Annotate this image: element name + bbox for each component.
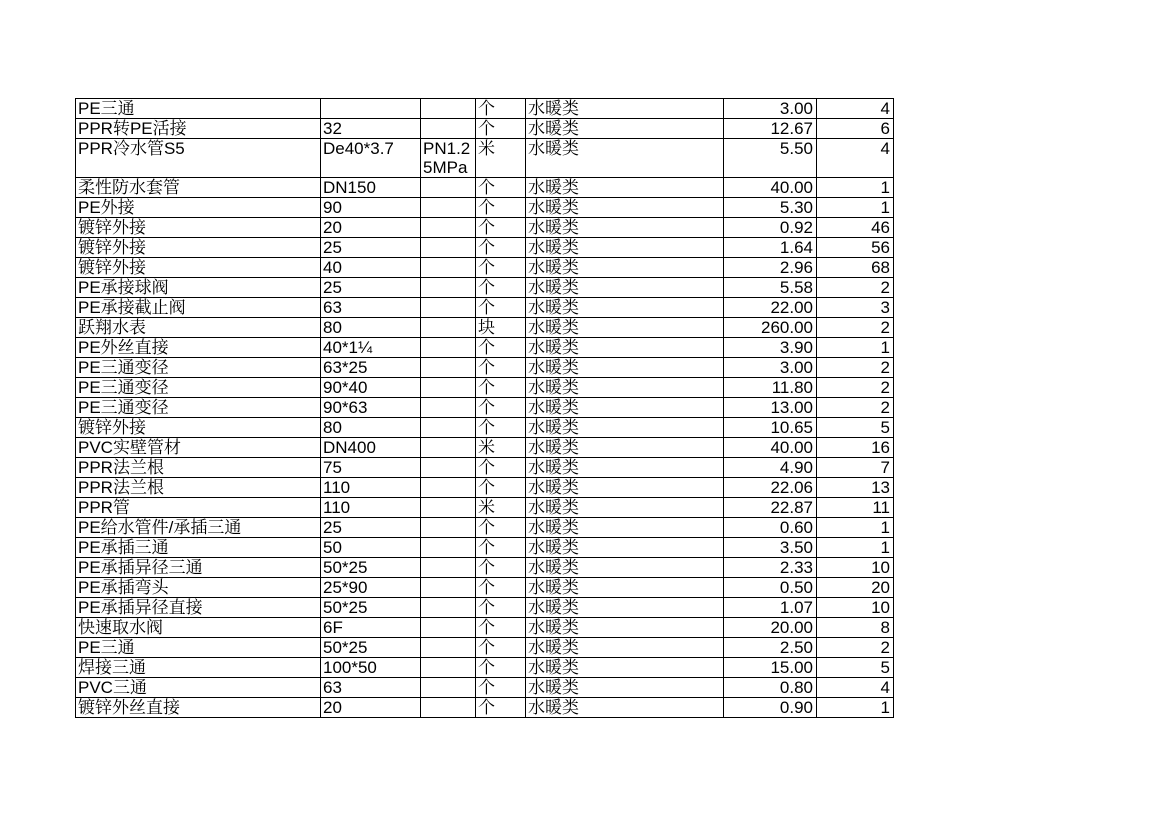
cell-quantity: 2 [817,638,894,658]
cell-item-name: 焊接三通 [76,658,321,678]
table-row [76,198,894,218]
table-row [76,458,894,478]
cell-item-name: PE承接球阀 [76,278,321,298]
cell-spec: DN400 [321,438,421,458]
cell-spec: 50*25 [321,558,421,578]
cell-pressure [421,278,476,298]
cell-pressure [421,438,476,458]
cell-unit: 个 [476,558,526,578]
cell-unit-price: 22.06 [724,478,817,498]
cell-pressure [421,538,476,558]
cell-quantity: 2 [817,358,894,378]
cell-item-name: PE外丝直接 [76,338,321,358]
cell-category: 水暖类 [526,258,724,278]
cell-category: 水暖类 [526,139,724,178]
cell-category: 水暖类 [526,598,724,618]
cell-unit-price: 3.00 [724,99,817,119]
cell-spec: 63 [321,298,421,318]
cell-unit-price: 0.90 [724,698,817,718]
cell-item-name: PE承插弯头 [76,578,321,598]
cell-spec: 20 [321,698,421,718]
cell-unit: 个 [476,458,526,478]
cell-unit-price: 11.80 [724,378,817,398]
cell-quantity: 4 [817,139,894,178]
cell-spec: 20 [321,218,421,238]
cell-spec: 63*25 [321,358,421,378]
cell-item-name: PE承插三通 [76,538,321,558]
cell-spec: 110 [321,498,421,518]
cell-quantity: 8 [817,618,894,638]
cell-spec: 90*40 [321,378,421,398]
cell-item-name: PE承接截止阀 [76,298,321,318]
cell-spec: 100*50 [321,658,421,678]
cell-quantity: 1 [817,538,894,558]
cell-spec: 50 [321,538,421,558]
cell-item-name: PE三通 [76,638,321,658]
cell-unit: 米 [476,438,526,458]
cell-category: 水暖类 [526,618,724,638]
cell-quantity: 4 [817,678,894,698]
cell-item-name: PPR冷水管S5 [76,139,321,178]
cell-unit: 个 [476,478,526,498]
table-row [76,378,894,398]
cell-unit-price: 0.80 [724,678,817,698]
cell-unit-price: 3.90 [724,338,817,358]
cell-item-name: PVC三通 [76,678,321,698]
cell-quantity: 2 [817,278,894,298]
cell-category: 水暖类 [526,398,724,418]
cell-unit-price: 13.00 [724,398,817,418]
cell-unit-price: 1.64 [724,238,817,258]
cell-pressure [421,638,476,658]
table-row [76,139,894,178]
cell-quantity: 1 [817,698,894,718]
cell-spec: 40 [321,258,421,278]
cell-unit-price: 2.33 [724,558,817,578]
cell-quantity: 6 [817,119,894,139]
cell-unit-price: 22.00 [724,298,817,318]
cell-spec: 25 [321,238,421,258]
table-row [76,238,894,258]
cell-spec: 6F [321,618,421,638]
cell-pressure: PN1.25MPa [421,139,476,178]
table-row [76,298,894,318]
cell-pressure [421,658,476,678]
cell-unit: 个 [476,99,526,119]
cell-unit-price: 3.00 [724,358,817,378]
cell-category: 水暖类 [526,698,724,718]
table-row [76,678,894,698]
cell-category: 水暖类 [526,418,724,438]
cell-unit: 个 [476,198,526,218]
cell-spec: De40*3.7 [321,139,421,178]
table-row [76,638,894,658]
cell-unit: 个 [476,258,526,278]
cell-quantity: 2 [817,378,894,398]
cell-spec: 80 [321,318,421,338]
cell-category: 水暖类 [526,438,724,458]
cell-item-name: 镀锌外丝直接 [76,698,321,718]
table-row [76,99,894,119]
cell-unit: 个 [476,218,526,238]
cell-quantity: 3 [817,298,894,318]
cell-pressure [421,598,476,618]
cell-quantity: 11 [817,498,894,518]
cell-category: 水暖类 [526,498,724,518]
cell-category: 水暖类 [526,338,724,358]
cell-item-name: PVC实壁管材 [76,438,321,458]
cell-unit-price: 4.90 [724,458,817,478]
cell-item-name: PE三通 [76,99,321,119]
table-row [76,119,894,139]
table-row [76,658,894,678]
cell-pressure [421,698,476,718]
cell-spec [321,99,421,119]
cell-spec: 25 [321,518,421,538]
cell-item-name: 跃翔水表 [76,318,321,338]
cell-category: 水暖类 [526,298,724,318]
cell-unit-price: 40.00 [724,438,817,458]
cell-pressure [421,338,476,358]
cell-category: 水暖类 [526,578,724,598]
cell-spec: 110 [321,478,421,498]
cell-pressure [421,578,476,598]
cell-quantity: 20 [817,578,894,598]
cell-unit: 块 [476,318,526,338]
cell-quantity: 1 [817,198,894,218]
cell-unit-price: 2.50 [724,638,817,658]
cell-unit-price: 0.92 [724,218,817,238]
table-row [76,318,894,338]
cell-pressure [421,518,476,538]
cell-pressure [421,178,476,198]
cell-pressure [421,358,476,378]
cell-item-name: 镀锌外接 [76,258,321,278]
cell-category: 水暖类 [526,538,724,558]
cell-spec: 32 [321,119,421,139]
cell-unit: 个 [476,518,526,538]
cell-item-name: PE三通变径 [76,378,321,398]
cell-category: 水暖类 [526,278,724,298]
cell-category: 水暖类 [526,178,724,198]
table-row [76,438,894,458]
cell-quantity: 1 [817,518,894,538]
cell-pressure [421,198,476,218]
cell-unit: 个 [476,678,526,698]
cell-item-name: PE外接 [76,198,321,218]
cell-category: 水暖类 [526,558,724,578]
cell-category: 水暖类 [526,198,724,218]
cell-unit-price: 0.50 [724,578,817,598]
cell-unit: 个 [476,358,526,378]
table-row [76,698,894,718]
cell-category: 水暖类 [526,478,724,498]
cell-quantity: 1 [817,338,894,358]
cell-unit: 个 [476,278,526,298]
cell-quantity: 1 [817,178,894,198]
cell-quantity: 13 [817,478,894,498]
cell-unit-price: 12.67 [724,119,817,139]
cell-unit: 个 [476,578,526,598]
cell-unit-price: 2.96 [724,258,817,278]
table-row [76,418,894,438]
materials-price-table [75,98,894,718]
cell-pressure [421,99,476,119]
cell-pressure [421,238,476,258]
cell-unit-price: 260.00 [724,318,817,338]
table-row [76,398,894,418]
cell-spec: 75 [321,458,421,478]
table-row [76,358,894,378]
cell-unit: 个 [476,178,526,198]
cell-unit: 个 [476,119,526,139]
cell-quantity: 56 [817,238,894,258]
cell-pressure [421,558,476,578]
cell-spec: 63 [321,678,421,698]
cell-pressure [421,458,476,478]
table-row [76,178,894,198]
cell-unit: 个 [476,538,526,558]
cell-item-name: PPR法兰根 [76,458,321,478]
table-row [76,518,894,538]
cell-pressure [421,119,476,139]
cell-unit-price: 10.65 [724,418,817,438]
cell-quantity: 10 [817,598,894,618]
table-row [76,478,894,498]
cell-pressure [421,478,476,498]
cell-category: 水暖类 [526,678,724,698]
cell-unit-price: 5.50 [724,139,817,178]
cell-unit-price: 3.50 [724,538,817,558]
cell-item-name: PE承插异径三通 [76,558,321,578]
cell-unit: 个 [476,298,526,318]
cell-quantity: 2 [817,318,894,338]
cell-category: 水暖类 [526,358,724,378]
cell-item-name: PE三通变径 [76,358,321,378]
table-row [76,538,894,558]
cell-quantity: 10 [817,558,894,578]
cell-category: 水暖类 [526,518,724,538]
cell-category: 水暖类 [526,119,724,139]
cell-category: 水暖类 [526,378,724,398]
cell-unit-price: 1.07 [724,598,817,618]
cell-pressure [421,418,476,438]
cell-unit: 个 [476,238,526,258]
cell-unit-price: 0.60 [724,518,817,538]
cell-category: 水暖类 [526,658,724,678]
cell-spec: 40*1¼ [321,338,421,358]
cell-pressure [421,678,476,698]
cell-pressure [421,618,476,638]
cell-pressure [421,258,476,278]
table-row [76,218,894,238]
table-row [76,598,894,618]
cell-quantity: 16 [817,438,894,458]
cell-unit-price: 5.58 [724,278,817,298]
cell-unit: 个 [476,378,526,398]
cell-quantity: 5 [817,658,894,678]
cell-spec: 25*90 [321,578,421,598]
cell-spec: 90*63 [321,398,421,418]
cell-quantity: 68 [817,258,894,278]
table-row [76,578,894,598]
cell-unit: 个 [476,698,526,718]
cell-item-name: 柔性防水套管 [76,178,321,198]
cell-quantity: 5 [817,418,894,438]
cell-item-name: PE承插异径直接 [76,598,321,618]
cell-item-name: PE三通变径 [76,398,321,418]
cell-item-name: PE给水管件/承插三通 [76,518,321,538]
cell-unit: 个 [476,638,526,658]
table-row [76,558,894,578]
cell-spec: 80 [321,418,421,438]
cell-item-name: 快速取水阀 [76,618,321,638]
cell-unit: 个 [476,658,526,678]
cell-quantity: 4 [817,99,894,119]
cell-category: 水暖类 [526,318,724,338]
cell-category: 水暖类 [526,238,724,258]
cell-category: 水暖类 [526,99,724,119]
cell-spec: 50*25 [321,598,421,618]
cell-unit: 个 [476,338,526,358]
cell-item-name: PPR转PE活接 [76,119,321,139]
cell-item-name: 镀锌外接 [76,238,321,258]
cell-pressure [421,298,476,318]
cell-item-name: PPR管 [76,498,321,518]
cell-quantity: 7 [817,458,894,478]
cell-unit-price: 15.00 [724,658,817,678]
table-row [76,258,894,278]
cell-category: 水暖类 [526,458,724,478]
table-body [76,99,894,718]
cell-item-name: 镀锌外接 [76,418,321,438]
cell-category: 水暖类 [526,638,724,658]
cell-unit: 个 [476,398,526,418]
cell-unit-price: 22.87 [724,498,817,518]
cell-category: 水暖类 [526,218,724,238]
table-row [76,278,894,298]
cell-unit-price: 5.30 [724,198,817,218]
cell-spec: 50*25 [321,638,421,658]
cell-unit-price: 40.00 [724,178,817,198]
cell-unit: 个 [476,618,526,638]
cell-unit: 个 [476,598,526,618]
cell-spec: 90 [321,198,421,218]
cell-quantity: 46 [817,218,894,238]
table-row [76,338,894,358]
cell-quantity: 2 [817,398,894,418]
cell-spec: DN150 [321,178,421,198]
table-row [76,618,894,638]
cell-unit: 个 [476,418,526,438]
cell-pressure [421,398,476,418]
cell-unit: 米 [476,139,526,178]
cell-spec: 25 [321,278,421,298]
table-row [76,498,894,518]
cell-unit-price: 20.00 [724,618,817,638]
cell-pressure [421,218,476,238]
cell-pressure [421,378,476,398]
cell-unit: 米 [476,498,526,518]
cell-pressure [421,498,476,518]
cell-item-name: PPR法兰根 [76,478,321,498]
cell-item-name: 镀锌外接 [76,218,321,238]
cell-pressure [421,318,476,338]
